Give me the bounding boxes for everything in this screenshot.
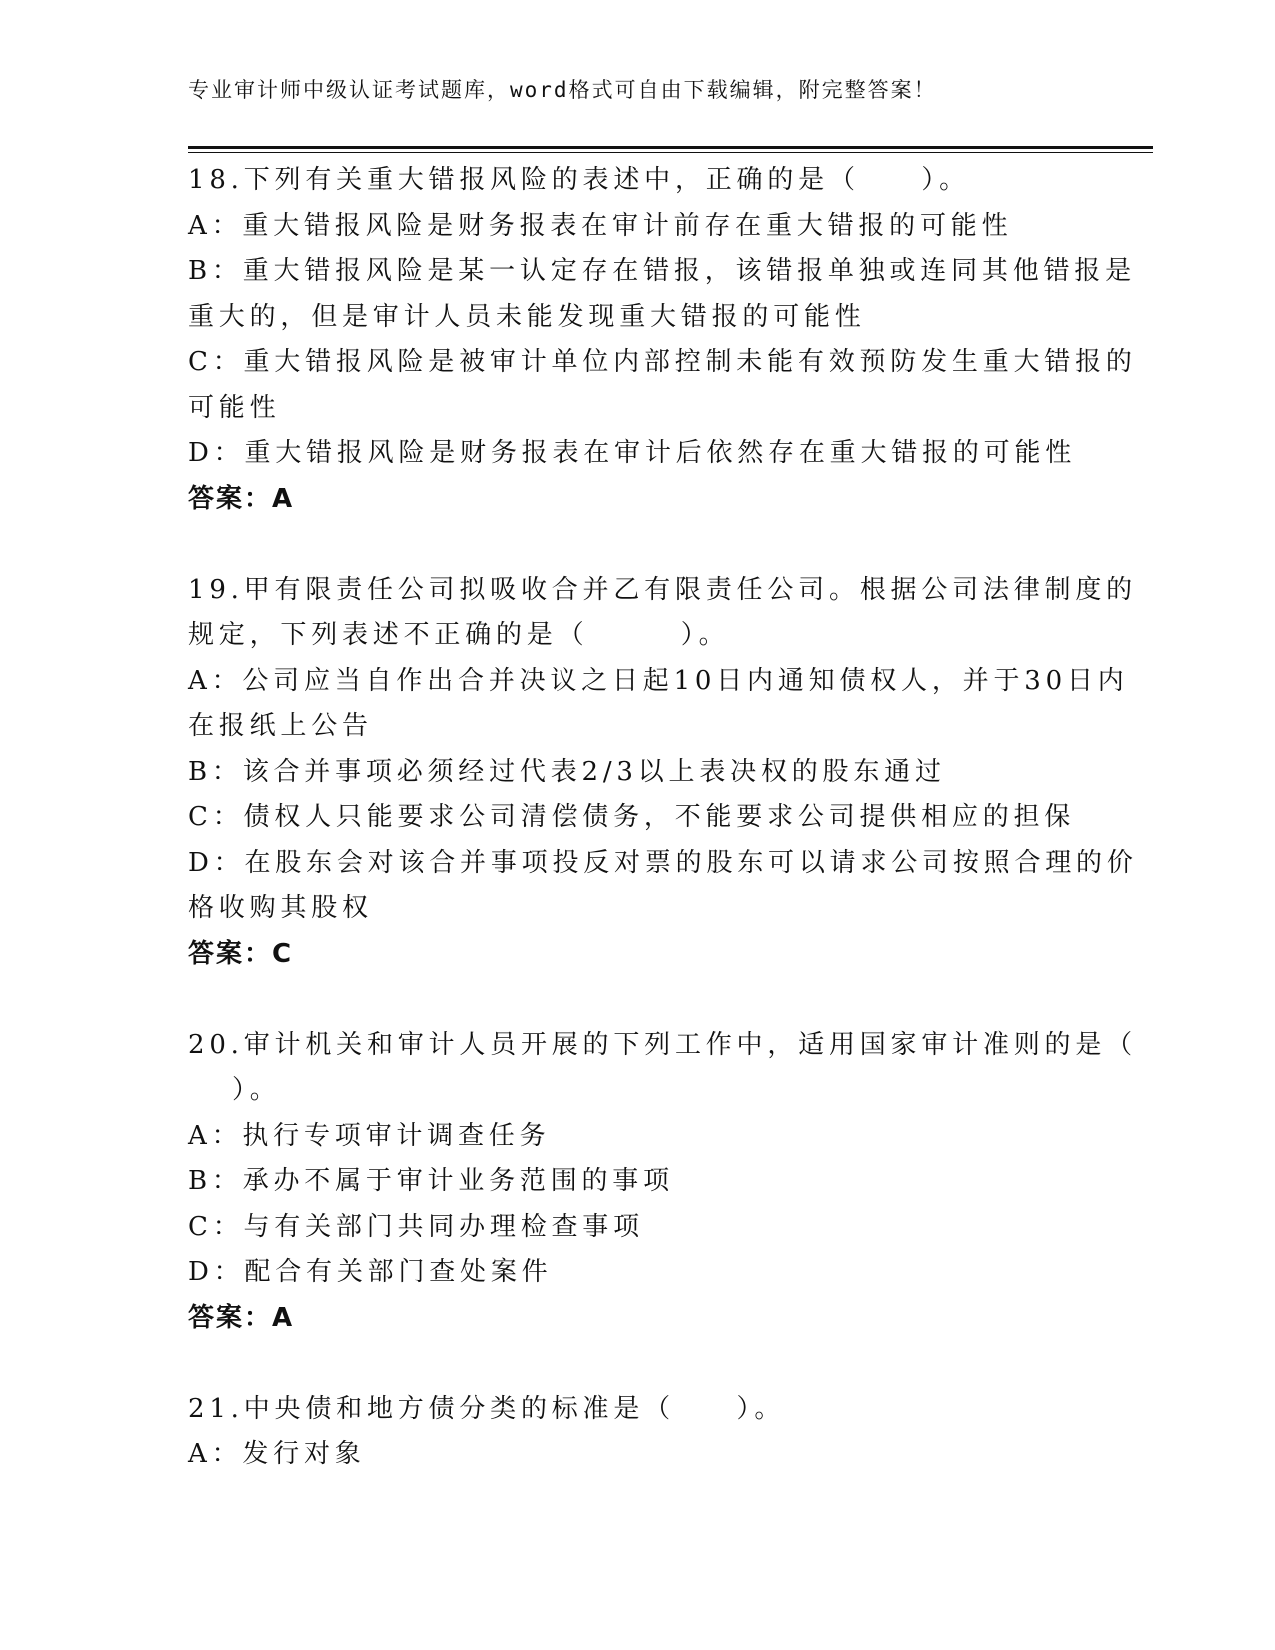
question-stem: 19.甲有限责任公司拟吸收合并乙有限责任公司。根据公司法律制度的 xyxy=(188,574,1137,605)
option-d: D：重大错报风险是财务报表在审计后依然存在重大错报的可能性 xyxy=(188,438,1077,468)
option-a: A：重大错报风险是财务报表在审计前存在重大错报的可能性 xyxy=(188,210,1013,241)
option-d: D：在股东会对该合并事项投反对票的股东可以请求公司按照合理的价 xyxy=(188,847,1138,878)
option-b: B：重大错报风险是某一认定存在错报，该错报单独或连同其他错报是 xyxy=(188,256,1136,286)
answer: 答案：A xyxy=(188,1302,295,1333)
option-c: C：重大错报风险是被审计单位内部控制未能有效预防发生重大错报的 xyxy=(188,347,1137,377)
spacer xyxy=(188,977,1088,1023)
header-rule xyxy=(188,146,1153,149)
question-stem-continued: 规定，下列表述不正确的是（ ）。 xyxy=(188,620,730,650)
question-stem: 21.中央债和地方债分类的标准是（ ）。 xyxy=(188,1393,786,1424)
option-d: D：配合有关部门查处案件 xyxy=(188,1257,553,1287)
question-stem-continued: ）。 xyxy=(232,1075,281,1105)
answer: 答案：A xyxy=(188,483,295,514)
option-c: C：债权人只能要求公司清偿债务，不能要求公司提供相应的担保 xyxy=(188,802,1076,832)
option-a: A：公司应当自作出合并决议之日起10日内通知债权人，并于30日内 xyxy=(188,665,1129,696)
option-b: B：承办不属于审计业务范围的事项 xyxy=(188,1166,674,1196)
option-b-continued: 重大的，但是审计人员未能发现重大错报的可能性 xyxy=(188,301,866,332)
question-stem: 20.审计机关和审计人员开展的下列工作中，适用国家审计准则的是（ xyxy=(188,1029,1137,1060)
question-18 xyxy=(188,158,1137,522)
question-20 xyxy=(188,1023,1137,1342)
header-rule-thin xyxy=(188,152,1153,153)
option-c-continued: 可能性 xyxy=(188,392,281,423)
option-a: A：执行专项审计调查任务 xyxy=(188,1120,551,1151)
option-a-continued: 在报纸上公告 xyxy=(188,711,373,741)
option-c: C：与有关部门共同办理检查事项 xyxy=(188,1211,644,1242)
page-header: 专业审计师中级认证考试题库，word格式可自由下载编辑，附完整答案！ xyxy=(188,78,937,102)
option-d-continued: 格收购其股权 xyxy=(188,893,373,923)
answer: 答案：C xyxy=(188,938,294,969)
question-list xyxy=(188,158,1138,1478)
spacer xyxy=(188,1341,1088,1387)
option-b: B：该合并事项必须经过代表2/3以上表决权的股东通过 xyxy=(188,756,946,787)
spacer xyxy=(188,522,1088,568)
question-19 xyxy=(188,568,1138,978)
question-stem: 18.下列有关重大错报风险的表述中，正确的是（ ）。 xyxy=(188,165,970,195)
question-21 xyxy=(188,1387,1088,1478)
option-a: A：发行对象 xyxy=(188,1439,366,1469)
